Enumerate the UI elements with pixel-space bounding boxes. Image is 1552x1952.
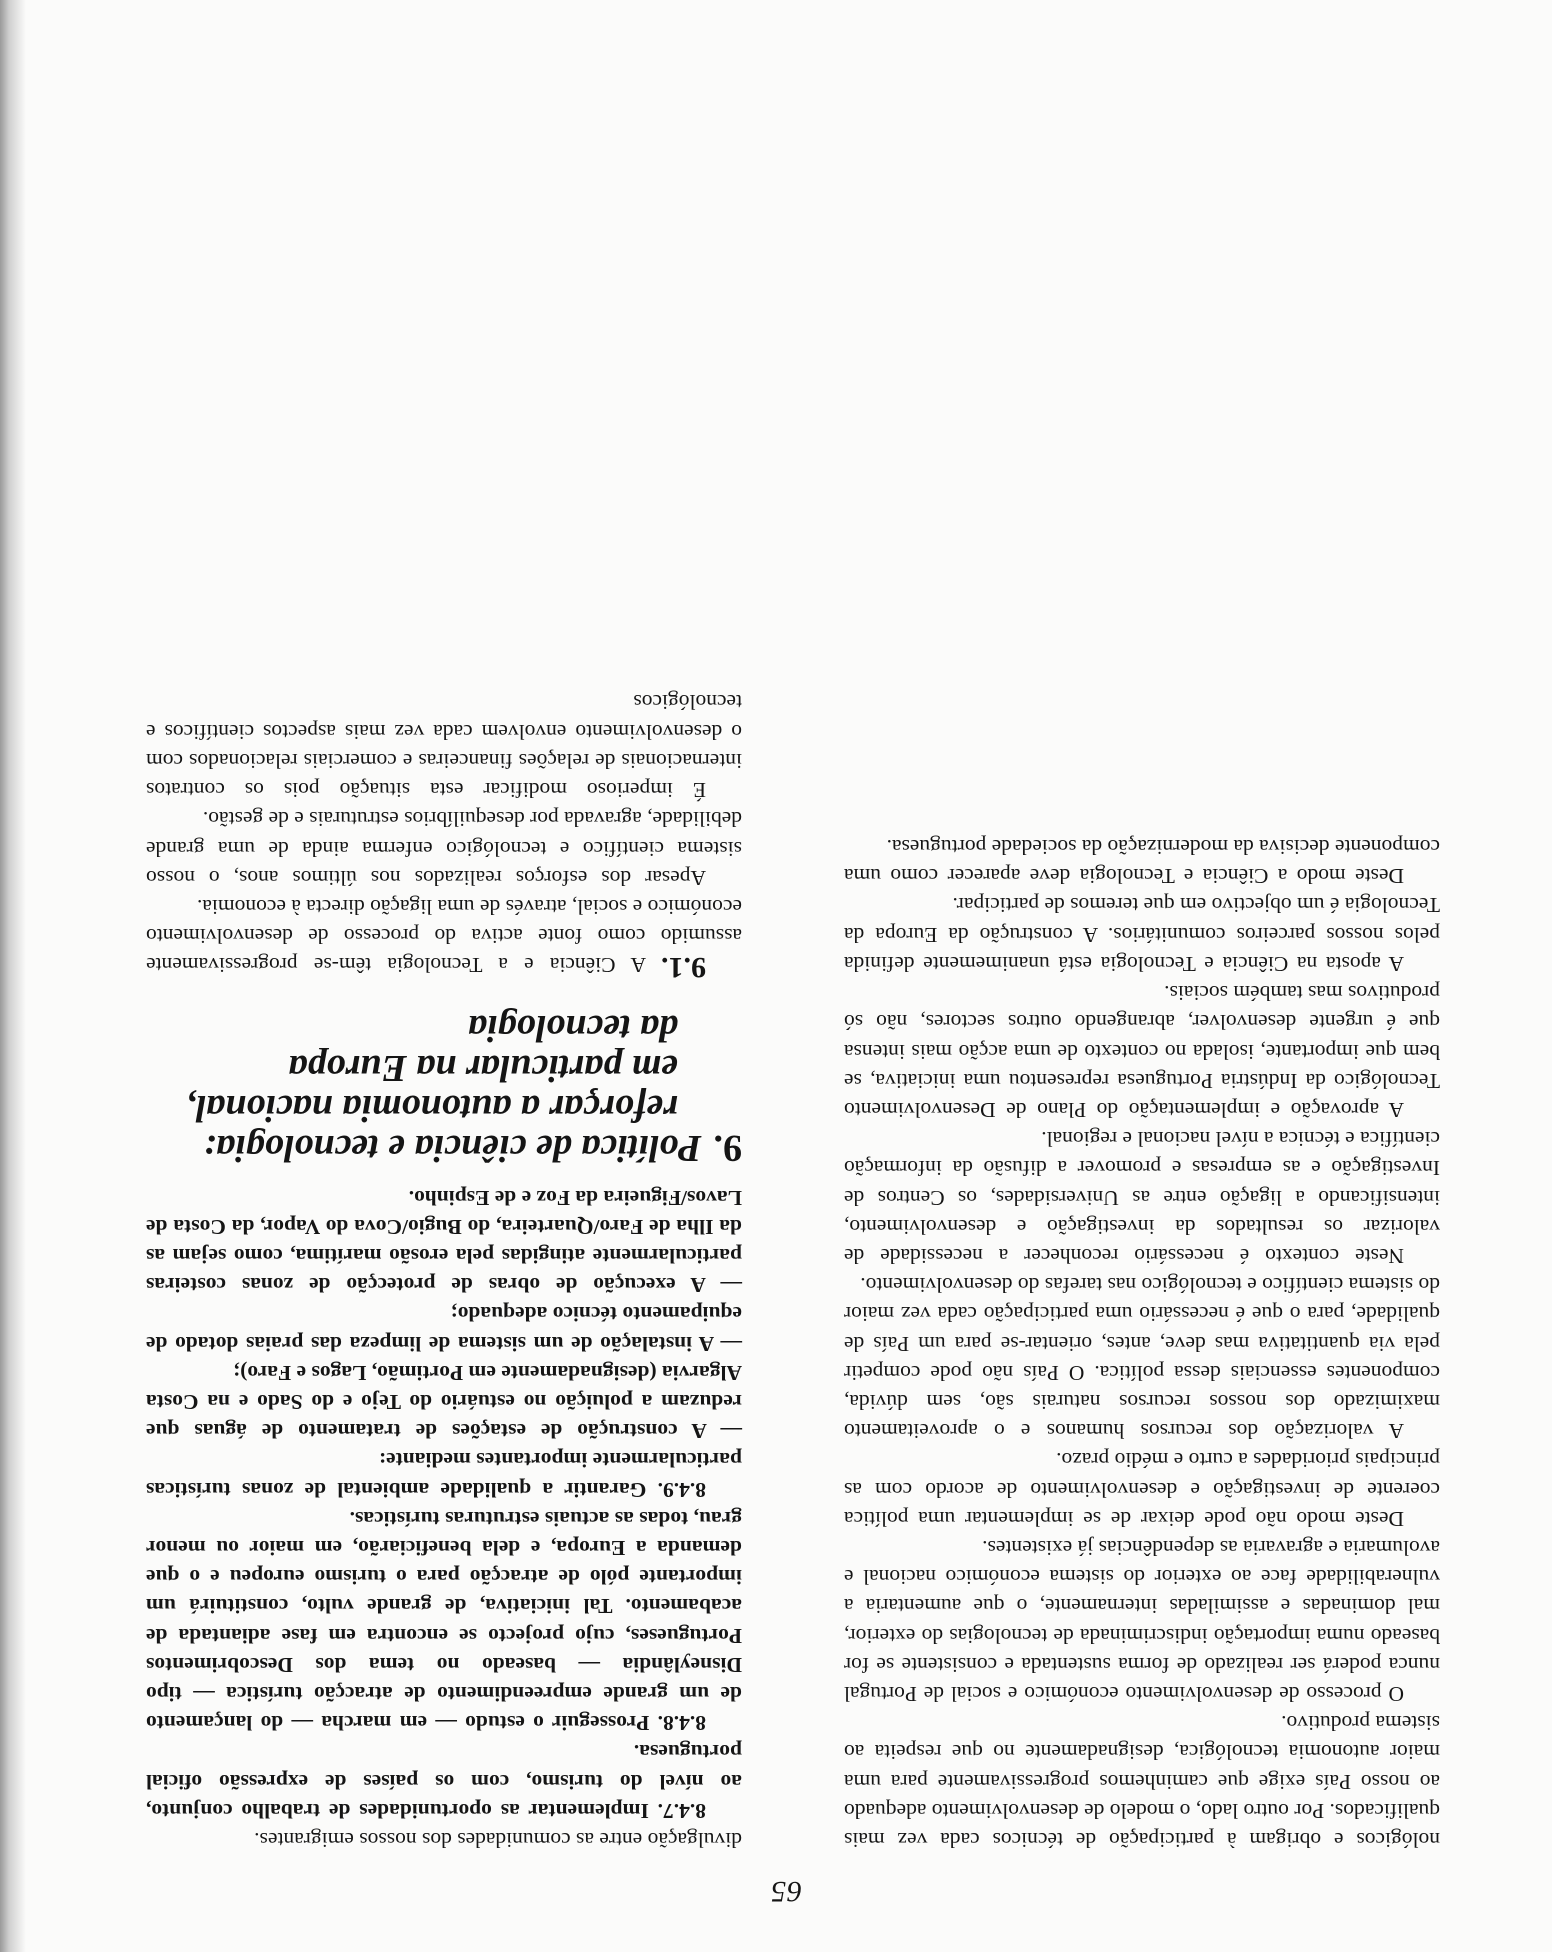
- page-number: 65: [770, 1875, 802, 1908]
- paragraph: A valorização dos recursos humanos e o aproveitamento maximizado dos nossos recursos naturais são, sem dúvida, componentes essenciais dessa política. O País não pode competir pela via quantitativa mas deve, antes, orientar-se para um País de qualidade, para o que é necessário uma participação cada vez maior do sistema científico e tecnológico nas tarefas do desenvolvimento.: [844, 1273, 1440, 1444]
- dash-item: — A construção de estações de tratamento de águas que reduzam a poluição no estuário do Tejo e do Sado e na Costa Algarvia (designadamente em Portimão, Lagos e Faro);: [146, 1360, 742, 1444]
- paragraph: nológicos e obrigam à participação de técnicos cada vez mais qualificados. Por outro lado, o modelo de desenvolvimento adequado ao nosso País exige que caminhemos progressivamente para uma maior autonomia tecnológica, designadamente no que respeita ao sistema produtivo.: [844, 1711, 1440, 1852]
- dash-item: — A instalação de um sistema de limpeza das praias dotado de equipamento técnico adequado;: [146, 1302, 742, 1356]
- subsection-text: A Ciência e a Tecnologia têm-se progressivamente assumido como fonte activa do processo de desenvolvimento económico e social, através de uma ligação directa à economia.: [146, 894, 742, 978]
- section-title-line: em particular na Europa: [288, 1047, 678, 1090]
- section-title-text: Política de ciência e tecnologia:: [203, 1127, 702, 1170]
- section-title: [146, 1008, 742, 1168]
- paragraph: A aposta na Ciência e Tecnologia está unanimemente definida pelos nossos parceiros comunitários. A construção da Europa da Tecnologia é um objectivo em que teremos de participar.: [844, 893, 1440, 976]
- paragraph: Neste contexto é necessário reconhecer a necessidade de valorizar os resultados da investigação e desenvolvimento, intensificando a ligação entre as Universidades, os Centros de Investigação e as empresas e promover a difusão da informação científica e técnica a nível nacional e regional.: [844, 1127, 1440, 1268]
- paragraph: Deste modo não pode deixar de se implementar uma política coerente de investigação e desenvolvimento de acordo com as principais prioridades a curto e médio prazo.: [844, 1448, 1440, 1531]
- item-text: Garantir a qualidade ambiental de zonas turísticas particularmente importantes mediante:: [146, 1448, 742, 1502]
- section-number: 9.: [713, 1127, 742, 1170]
- left-column: [844, 832, 1440, 1854]
- item-text-continued: no tema dos Descobrimentos Portugueses, cujo projecto se encontra em fase adiantada de acabamento. Tal iniciativa, de grande vulto, constituirá um importante pólo de atracção para o turismo europeu e o que demanda a Europa, e dela beneficiarão, em maior ou menor grau, todas as actuais estruturas turísticas.: [146, 1506, 742, 1677]
- section-title-line: da tecnologia: [467, 1007, 678, 1050]
- subsection-9-1: [146, 892, 742, 983]
- item-number: 8.4.8.: [657, 1711, 706, 1736]
- paragraph: Deste modo a Ciência e Tecnologia deve aparecer como uma componente decisiva da modernização da sociedade portuguesa.: [844, 835, 1440, 889]
- item-8-4-8: [146, 1504, 742, 1738]
- paragraph: É imperioso modificar esta situação pois os contratos internacionais de relações financeiras e comerciais relacionados com o desenvolvimento envolvem cada vez mais aspectos científicos e tecnológicos: [146, 690, 742, 803]
- paragraph: O processo de desenvolvimento económico e social de Portugal nunca poderá ser realizado de forma sustentada e consistente se for baseado numa importação indiscriminada de tecnologias do exterior, mal dominadas e assimiladas internamente, o que aumentaria a vulnerabilidade face ao exterior do sistema económico nacional e avolumaria e agravaria as dependências já existentes.: [844, 1535, 1440, 1706]
- binding-shadow: [0, 0, 26, 1952]
- subsection-number: 9.1.: [661, 951, 706, 985]
- right-column: [146, 687, 742, 1854]
- item-text: Implementar as oportunidades de trabalho conjunto, ao nível do turismo, com os países de expressão oficial portuguesa.: [145, 1740, 742, 1823]
- paragraph: A aprovação e implementação do Plano de Desenvolvimento Tecnológico da Indústria Portuguesa representou uma iniciativa, se bem que importante, isolada no contexto de uma acção mais intensa que é urgente desenvolver, abrangendo outros sectores, não só produtivos mas também sociais.: [844, 981, 1440, 1122]
- item-number: 8.4.7.: [657, 1798, 706, 1823]
- item-text: Prosseguir o estudo — em marcha — do lançamento de um grande empreendimento de atracção turística — tipo Disneylândia — baseado: [146, 1652, 742, 1736]
- item-number: 8.4.9.: [657, 1477, 706, 1502]
- item-8-4-7: [146, 1737, 742, 1825]
- section-title-line: reforçar a autonomia nacional,: [186, 1087, 678, 1130]
- item-8-4-9: [146, 1445, 742, 1503]
- section-title-line: [146, 1128, 742, 1168]
- paragraph: divulgação entre as comunidades dos nossos emigrantes.: [254, 1828, 742, 1852]
- paragraph: Apesar dos esforços realizados nos últimos anos, o nosso sistema científico e tecnológico enferma ainda de uma grande debilidade, agravada por desequilíbrios estruturais e de gestão.: [146, 807, 742, 890]
- dash-item: — A execução de obras de protecção de zonas costeiras particularmente atingidas pela erosão marítima, como sejam as da Ilha de Faro/Quarteira, do Bugio/Cova do Vapor, da Costa de Lavos/Figueira da Foz e de Espinho.: [146, 1185, 742, 1298]
